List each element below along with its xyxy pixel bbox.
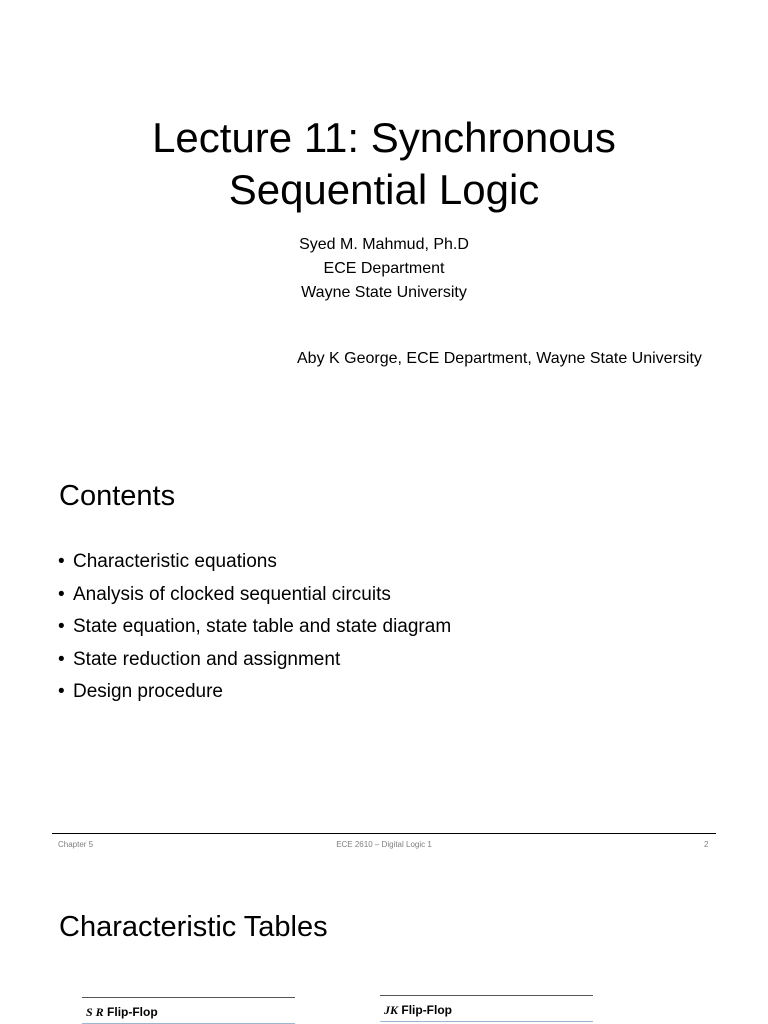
jk-variables: JK [384,1003,399,1017]
list-item-text: Design procedure [73,681,223,702]
sr-flip-flop-text: Flip-Flop [107,1005,158,1019]
jk-flip-flop-table [380,995,593,1024]
sr-flip-flop-table [82,997,295,1024]
lecture-title-line: Sequential Logic [228,166,540,213]
list-item-text: Characteristic equations [73,551,277,572]
jk-flip-flop-label [384,1003,452,1018]
list-item-text: State equation, state table and state diagram [73,616,452,637]
footer-page-number: 2 [704,840,709,849]
bullet-glyph: • [58,551,65,572]
footer-divider [52,833,716,834]
coauthor-credit: Aby K George, ECE Department, Wayne State University [297,350,702,367]
lecture-title [0,112,768,216]
bullet-glyph: • [58,583,65,605]
list-item [58,612,451,645]
bullet-glyph: • [58,681,65,702]
list-item [58,677,451,710]
list-item-text: State reduction and assignment [73,648,341,670]
bullet-glyph: • [58,616,65,637]
list-item-text: Analysis of clocked sequential circuits [73,583,391,605]
table-header-rule [380,1021,593,1022]
author-name: Syed M. Mahmud, Ph.D [299,236,469,253]
footer-course: ECE 2610 – Digital Logic 1 [336,840,432,849]
bullet-glyph: • [58,648,65,670]
author-department: ECE Department [323,260,445,277]
footer-chapter: Chapter 5 [58,840,94,849]
contents-list [58,547,451,710]
jk-flip-flop-text: Flip-Flop [401,1003,453,1017]
lecture-title-line: Lecture 11: Synchronous [152,114,616,161]
sr-variables: S R [86,1005,104,1019]
contents-heading: Contents [59,480,176,512]
author-block [0,233,768,305]
author-university: Wayne State University [301,284,467,301]
sr-flip-flop-label [86,1005,158,1020]
list-item [58,580,451,613]
list-item [58,547,451,580]
characteristic-tables-heading: Characteristic Tables [59,911,328,943]
list-item [58,645,451,678]
